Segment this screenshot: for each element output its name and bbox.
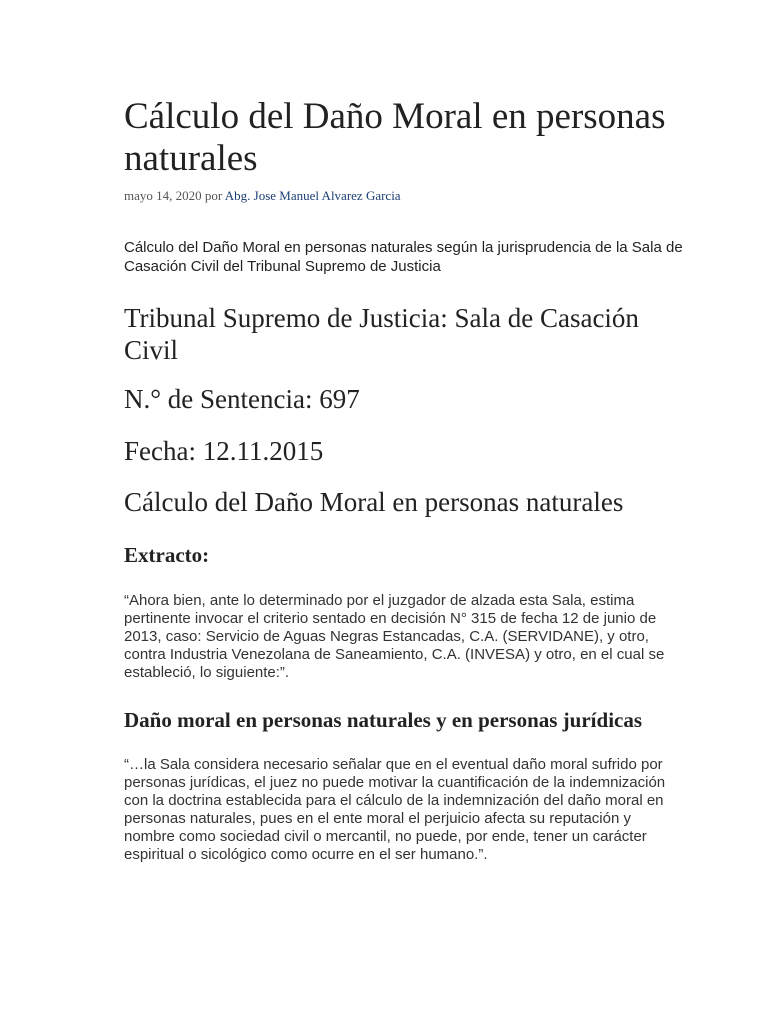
author-link[interactable]: Abg. Jose Manuel Alvarez Garcia bbox=[224, 188, 401, 203]
section-quote: “…la Sala considera necesario señalar que en el eventual daño moral sufrido por personas jurídicas, el juez no puede motivar la cuantificación de la indemnización con la doctrina establecida para el cálculo de la indemnización del daño moral en personas naturales, pues en el ente moral el perjuicio afecta su reputación y nombre como sociedad civil o mercantil, no puede, por ende, tener un carácter espiritual o sicológico como ocurre en el ser humano.”. bbox=[124, 756, 666, 863]
article-title: Cálculo del Daño Moral en personas naturales bbox=[124, 96, 666, 179]
extract-quote: “Ahora bien, ante lo determinado por el juzgador de alzada esta Sala, estima pertinente invocar el criterio sentado en decisión N° 315 de fecha 12 de junio de 2013, caso: Servicio de Aguas Negras Estancadas, C.A. (SERVIDANE), y otro, contra Industria Venezolana de Saneamiento, C.A. (INVESA) y otro, en el cual se estableció, lo siguiente:”. bbox=[124, 592, 665, 681]
topic-heading: Cálculo del Daño Moral en personas naturales bbox=[124, 487, 624, 517]
article bbox=[124, 96, 684, 864]
intro-paragraph: Cálculo del Daño Moral en personas naturales según la jurisprudencia de la Sala de Casación Civil del Tribunal Supremo de Justicia bbox=[124, 239, 683, 275]
section-heading: Daño moral en personas naturales y en personas jurídicas bbox=[124, 708, 643, 732]
date-heading: Fecha: 12.11.2015 bbox=[124, 436, 324, 466]
court-heading: Tribunal Supremo de Justicia: Sala de Casación Civil bbox=[124, 303, 639, 365]
sentence-number-heading: N.° de Sentencia: 697 bbox=[124, 384, 360, 414]
by-label: por bbox=[204, 188, 223, 203]
article-meta bbox=[124, 188, 684, 204]
extract-heading: Extracto: bbox=[124, 543, 210, 567]
publish-date: mayo 14, 2020 bbox=[124, 188, 202, 203]
